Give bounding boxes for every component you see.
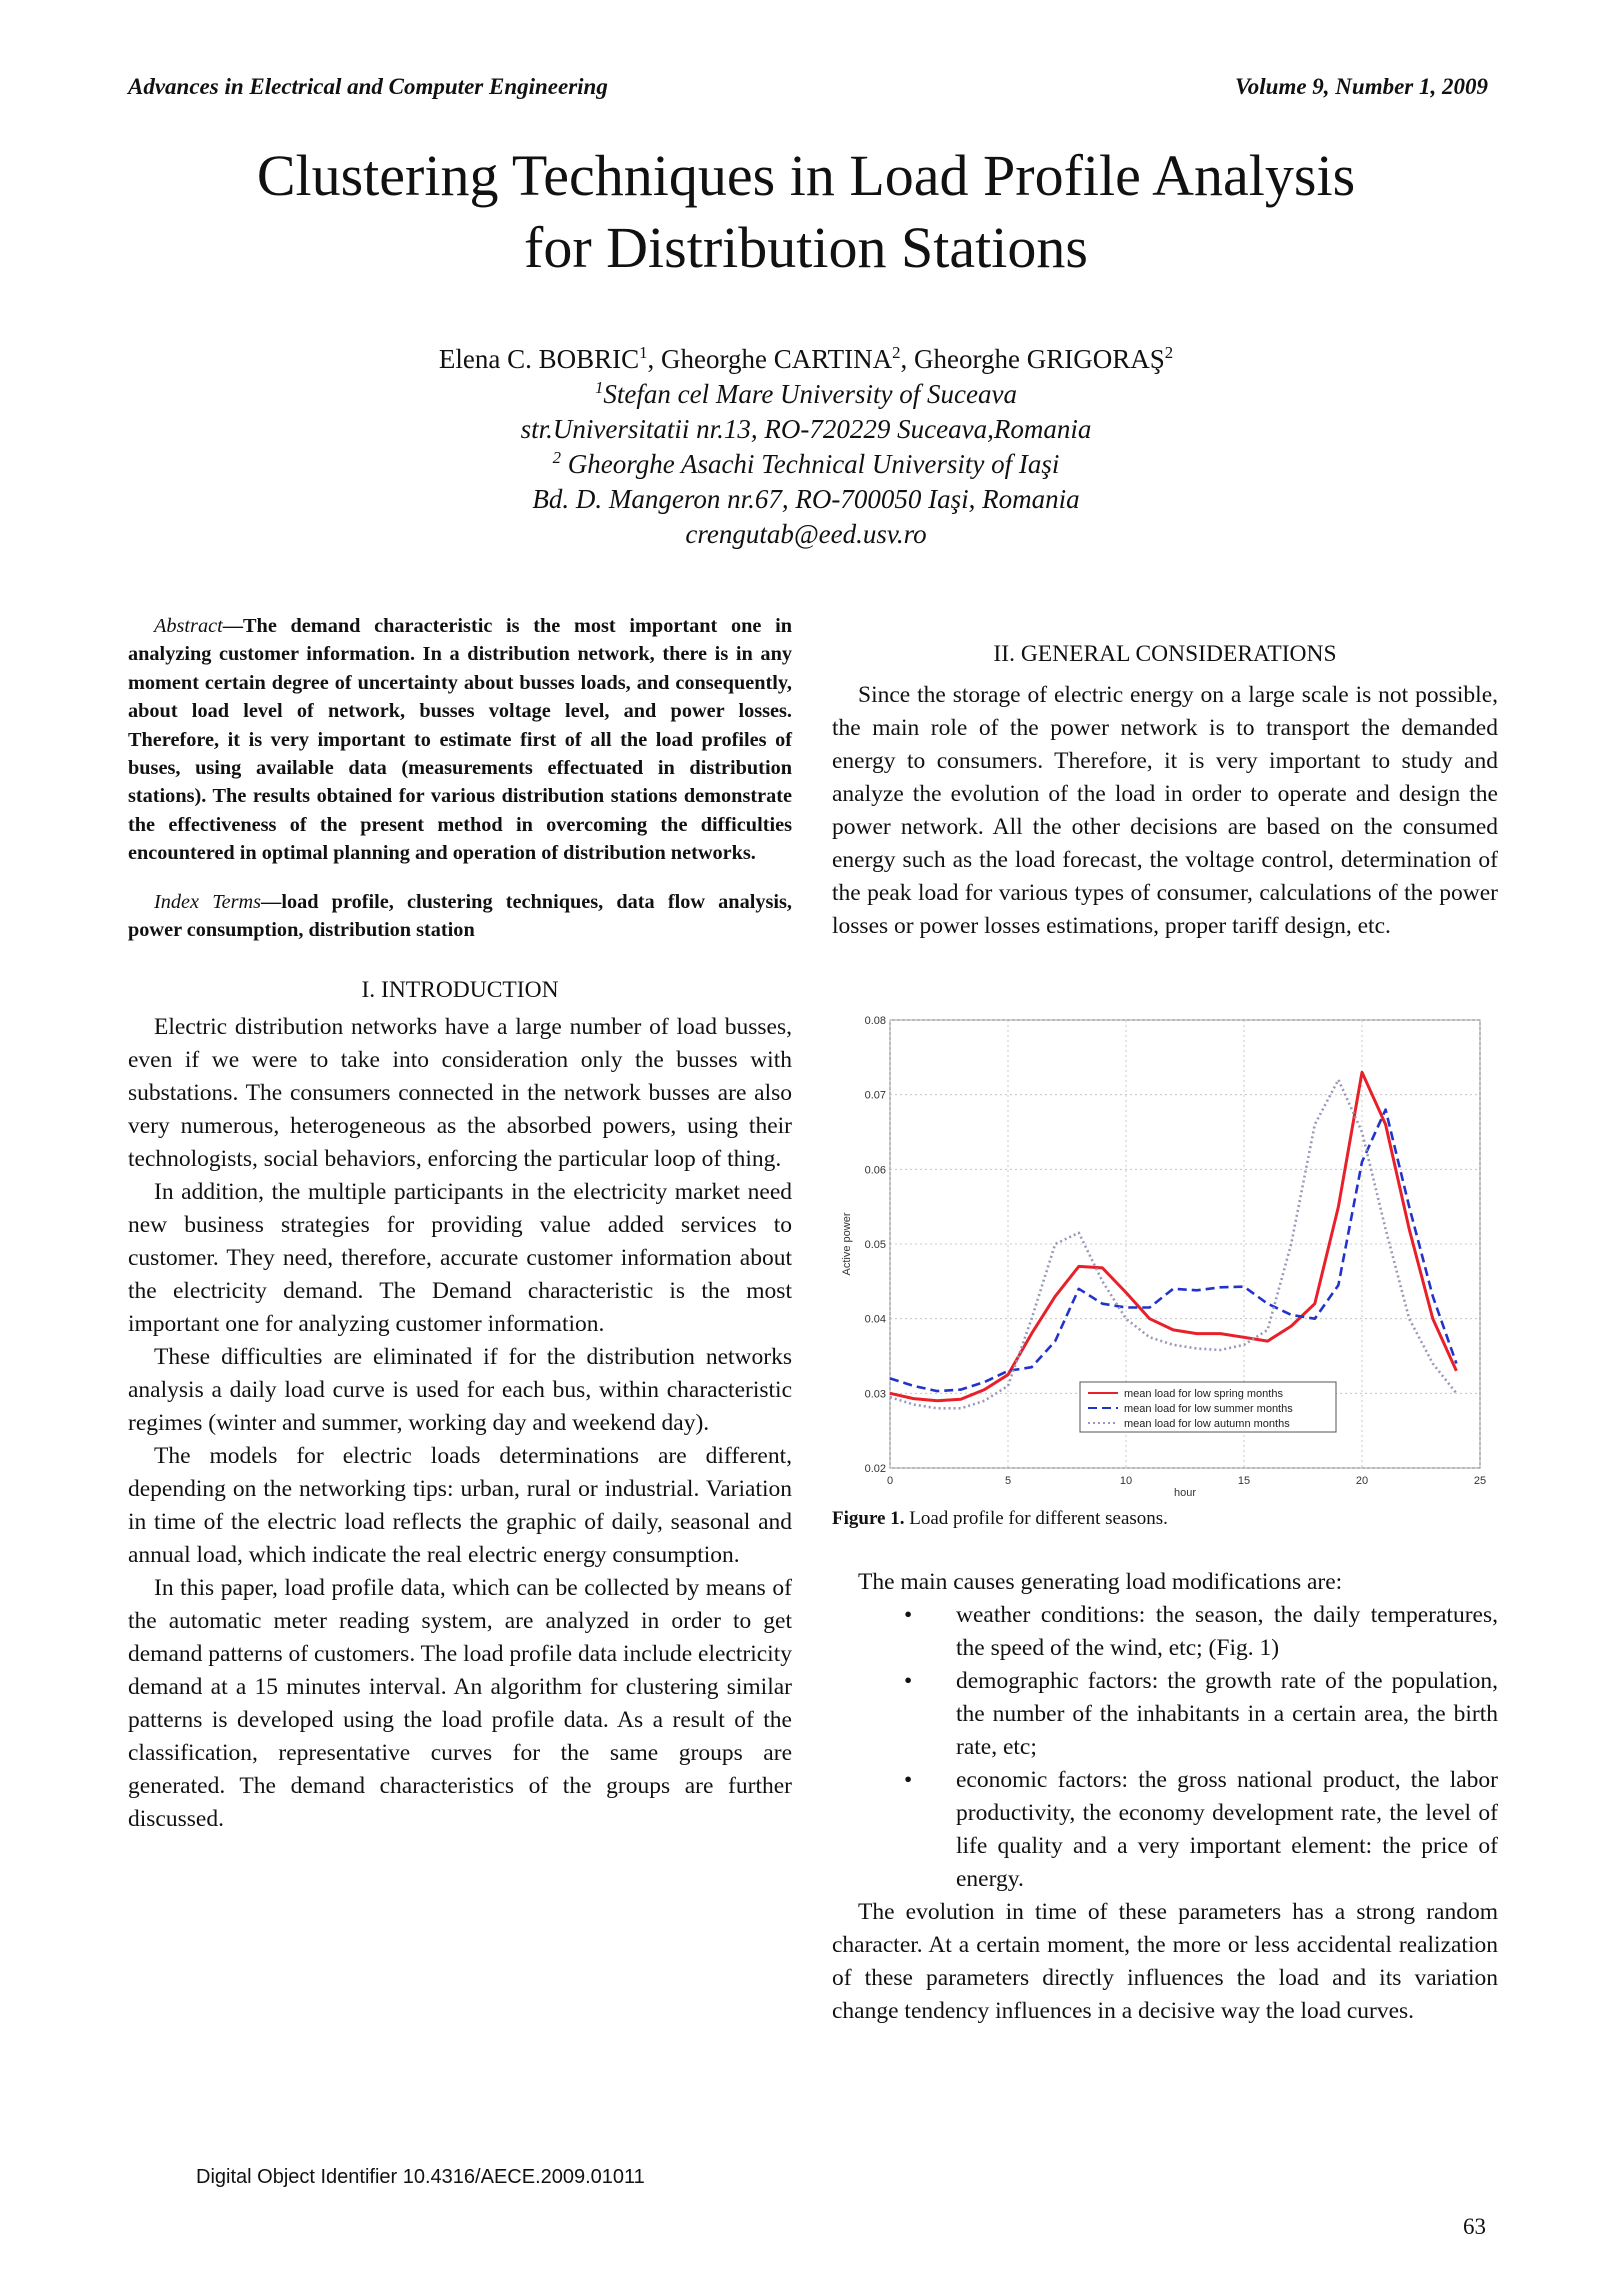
affiliation-2-address: Bd. D. Mangeron nr.67, RO-700050 Iaşi, Romania <box>532 484 1080 514</box>
index-terms <box>128 888 792 945</box>
bullet-icon: • <box>904 1668 913 1694</box>
intro-paragraph-3: These difficulties are eliminated if for the distribution networks analysis a daily load curve is used for each bus, within characteristic regimes (winter and summer, working day and weekend day). <box>128 1344 792 1437</box>
author-3: , Gheorghe GRIGORAŞ <box>900 344 1165 374</box>
y-tick-label: 0.05 <box>864 1239 886 1251</box>
general-paragraph-1: Since the storage of electric energy on a large scale is not possible, the main role of the power network is to transport the demanded energy to consumers. Therefore, it is very important to study and analyze the evolution of the load in order to operate and design the power network. All the other decisions are based on the consumed energy such as the load forecast, the voltage control, determination of the peak load for various types of consumer, calculations of the power losses or power losses estimations, proper tariff design, etc. <box>832 682 1498 939</box>
legend-label: mean load for low autumn months <box>1124 1418 1290 1430</box>
affiliation-2 <box>0 447 1612 482</box>
doi-footer: Digital Object Identifier 10.4316/AECE.2009.01011 <box>196 2166 645 2188</box>
causes-list <box>832 1599 1498 1896</box>
title-line-1: Clustering Techniques in Load Profile Analysis <box>256 143 1356 208</box>
caption-label: Figure 1. <box>832 1508 905 1529</box>
intro-paragraph-1: Electric distribution networks have a large number of load busses, even if we were to take into consideration only the busses with substations. The consumers connected in the network busses are also very numerous, heterogeneous as the absorbed powers, using their technologists, social behaviors, enforcing the particular loop of thing. <box>128 1014 792 1173</box>
index-terms-text: —load profile, clustering techniques, data flow analysis, power consumption, distribution station <box>128 890 792 942</box>
x-tick-label: 0 <box>886 1475 894 1487</box>
author-1-sup: 1 <box>639 343 648 362</box>
bullet-icon: • <box>904 1767 913 1793</box>
author-3-sup: 2 <box>1164 343 1174 362</box>
list-item <box>832 1665 1498 1764</box>
page-number: 63 <box>1463 2214 1486 2239</box>
affiliation-1-address: str.Universitatii nr.13, RO-720229 Suceava,Romania <box>520 414 1092 444</box>
running-header-volume: Volume 9, Number 1, 2009 <box>1234 74 1488 99</box>
right-column-bottom <box>832 1566 1498 2028</box>
author-2: , Gheorghe CARTINA <box>647 344 893 374</box>
x-tick-label: 20 <box>1355 1475 1369 1487</box>
x-tick-label: 15 <box>1237 1475 1251 1487</box>
y-tick-label: 0.02 <box>864 1463 886 1475</box>
section-heading-introduction: I. INTRODUCTION <box>361 977 559 1004</box>
list-item <box>832 1764 1498 1896</box>
intro-paragraph-4: The models for electric loads determinations are different, depending on the networking tips: urban, rural or industrial. Variation in time of the electric load reflects the graphic of daily, seasonal and annual load, which indicate the real electric energy consumption. <box>128 1443 792 1569</box>
author-1: Elena C. BOBRIC <box>438 344 640 374</box>
y-tick-label: 0.08 <box>864 1015 886 1027</box>
caption-text: Load profile for different seasons. <box>904 1508 1168 1529</box>
affiliation-2-name: Gheorghe Asachi Technical University of Iaşi <box>560 449 1060 479</box>
author-email: crengutab@eed.usv.ro <box>685 519 927 549</box>
abstract <box>128 612 792 868</box>
list-item-text: weather conditions: the season, the daily temperatures, the speed of the wind, etc; (Fig. 1) <box>956 1602 1498 1661</box>
left-column <box>128 612 792 1836</box>
legend-label: mean load for low spring months <box>1124 1388 1283 1400</box>
author-names <box>0 342 1612 377</box>
bullet-icon: • <box>904 1602 913 1628</box>
list-item <box>832 1599 1498 1665</box>
paper-title <box>0 140 1612 284</box>
list-item-text: demographic factors: the growth rate of the population, the number of the inhabitants in a certain area, the birth rate, etc; <box>956 1668 1498 1760</box>
figure-1-caption <box>832 1508 1168 1530</box>
affiliation-1-sup: 1 <box>595 378 604 397</box>
x-axis-label: hour <box>1173 1487 1197 1499</box>
x-tick-label: 10 <box>1119 1475 1133 1487</box>
y-tick-label: 0.07 <box>864 1089 886 1102</box>
causes-paragraph: The evolution in time of these parameters has a strong random character. At a certain moment, the more or less accidental realization of these parameters directly influences the load and its variation change tendency influences in a decisive way the load curves. <box>832 1899 1498 2024</box>
y-tick-label: 0.06 <box>864 1164 886 1177</box>
author-2-sup: 2 <box>892 343 901 362</box>
affiliation-1-name: Stefan cel Mare University of Suceava <box>603 379 1017 409</box>
x-tick-label: 5 <box>1004 1475 1012 1487</box>
legend-label: mean load for low summer months <box>1124 1403 1293 1415</box>
load-profile-chart <box>832 1006 1498 1500</box>
intro-paragraph-5: In this paper, load profile data, which can be collected by means of the automatic meter reading system, are analyzed in order to get demand patterns of customers. The load profile data include electricity demand at a 15 minutes interval. An algorithm for clustering similar patterns is developed using the load profile data. As a result of the classification, representative curves for the same groups are generated. The demand characteristics of the groups are further discussed. <box>128 1575 792 1833</box>
figure-1 <box>832 1006 1498 1500</box>
affiliation-1 <box>0 377 1612 412</box>
abstract-text: —The demand characteristic is the most important one in analyzing customer information. In a distribution network, there is in any moment certain degree of uncertainty about busses loads, and consequently, about load level of network, busses voltage level, and power losses. Therefore, it is very important to estimate first of all the load profiles of buses, using available data (measurements effectuated in distribution stations). The results obtained for various distribution stations demonstrate the effectiveness of the present method in overcoming the difficulties encountered in optimal planning and operation of distribution networks. <box>128 615 792 865</box>
author-block <box>0 342 1612 552</box>
index-terms-label: Index Terms <box>154 890 262 913</box>
list-item-text: economic factors: the gross national product, the labor productivity, the economy development rate, the level of life quality and a very important element: the price of energy. <box>956 1767 1498 1892</box>
section-heading-general-considerations: II. GENERAL CONSIDERATIONS <box>993 641 1337 667</box>
chart-legend <box>1080 1382 1336 1432</box>
x-tick-label: 25 <box>1473 1475 1487 1487</box>
title-line-2: for Distribution Stations <box>524 215 1088 280</box>
affiliation-2-sup: 2 <box>552 448 561 467</box>
y-axis-label: Active power <box>841 1212 853 1276</box>
right-column-top <box>832 638 1498 943</box>
y-tick-label: 0.03 <box>864 1388 886 1401</box>
intro-paragraph-2: In addition, the multiple participants in the electricity market need new business strategies for providing value added services to customer. They need, therefore, accurate customer information about the electricity demand. The Demand characteristic is the most important one for analyzing customer information. <box>128 1179 792 1338</box>
running-header-journal: Advances in Electrical and Computer Engineering <box>128 74 608 99</box>
causes-intro: The main causes generating load modifications are: <box>858 1569 1343 1595</box>
abstract-label: Abstract <box>154 615 223 637</box>
y-tick-label: 0.04 <box>864 1313 886 1326</box>
